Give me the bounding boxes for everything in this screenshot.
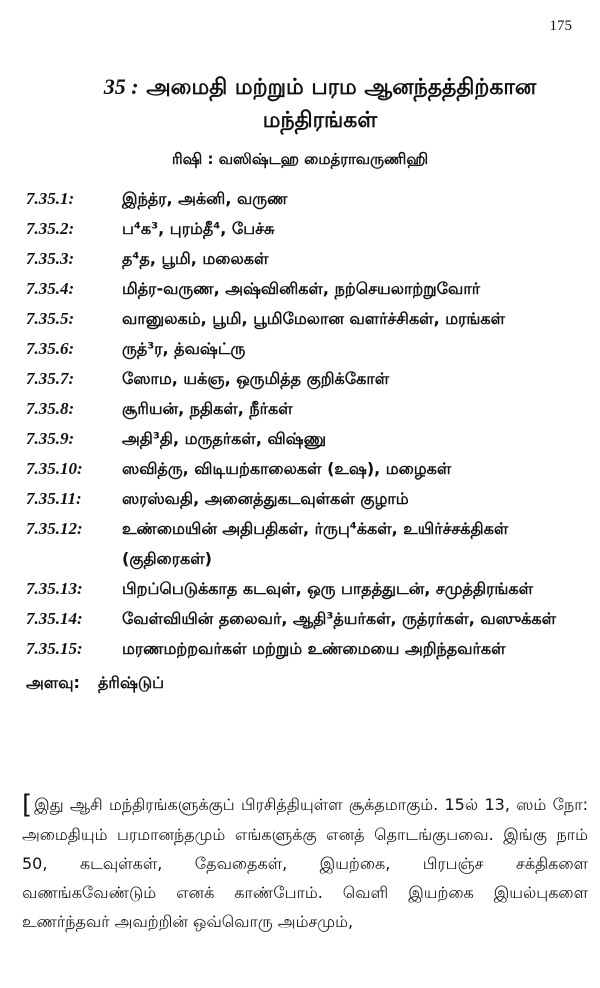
verse-row [26,394,586,424]
verse-reference: 7.35.15: [26,639,83,658]
verse-row [26,244,586,274]
verse-reference: 7.35.9: [26,429,75,448]
verse-reference: 7.35.8: [26,399,75,418]
verse-row [26,484,586,514]
verse-reference: 7.35.1: [26,189,75,208]
verse-row [26,604,586,634]
verse-reference: 7.35.7: [26,369,75,388]
verse-deities: த⁴த, பூமி, மலைகள் [122,249,269,268]
verse-reference: 7.35.2: [26,219,75,238]
verse-list [26,184,586,698]
verse-deities: உண்மையின் அதிபதிகள், ர்ருபு⁴க்கள், உயிர்ச்சக்திகள் (குதிரைகள்) [122,519,509,568]
meter-label: அளவு: [26,673,80,692]
verse-row [26,454,586,484]
commentary-open-bracket: [ [22,790,33,820]
verse-reference: 7.35.11: [26,489,82,508]
chapter-title [40,70,600,105]
verse-deities: சூரியன், நதிகள், நீர்கள் [122,399,293,418]
verse-deities: ஸவித்ரு, விடியற்காலைகள் (உஷ), மழைகள் [122,459,452,478]
verse-reference: 7.35.6: [26,339,75,358]
verse-deities: மரணமற்றவர்கள் மற்றும் உண்மையை அறிந்தவர்கள் [122,639,506,658]
verse-row [26,424,586,454]
chapter-title-continued [40,104,600,138]
meter-value: த்ரிஷ்டுப் [98,673,165,692]
verse-row [26,634,586,664]
verse-row [26,214,586,244]
verse-row [26,514,586,574]
verse-deities: ருத்³ர, த்வஷ்ட்ரு [122,339,246,358]
chapter-title-line1: அமைதி மற்றும் பரம ஆனந்தத்திற்கான [146,75,537,100]
page-number: 175 [549,18,572,34]
verse-row [26,304,586,334]
commentary [22,790,588,936]
verse-deities: அதி³தி, மருதர்கள், விஷ்ணு [122,429,327,448]
rishi-line: ரிஷி : வஸிஷ்டஹ மைத்ராவருணிஹி [171,150,429,168]
verse-row [26,334,586,364]
verse-reference: 7.35.14: [26,609,83,628]
verse-deities: ஸரஸ்வதி, அனைத்துகடவுள்கள் குழாம் [122,489,409,508]
commentary-text: இது ஆசி மந்திரங்களுக்குப் பிரசித்தியுள்ள சூக்தமாகும். 15ல் 13, ஸம் நோ: அமைதியும் பரமானந்தமும் எங்களுக்கு எனத் தொடங்குபவை. இங்கு நாம் 50, கடவுள்கள், தேவதைகள், இயற்கை, பிரபஞ்ச சக்திகளை வணங்கவேண்டும் எனக் காண்போம். வெளி இயற்கை இயல்புகளை உணர்ந்தவர் அவற்றின் ஒவ்வொரு அம்சமும், [22,795,588,931]
meter-row [26,668,586,698]
verse-reference: 7.35.5: [26,309,75,328]
verse-reference: 7.35.10: [26,459,83,478]
verse-reference: 7.35.13: [26,579,83,598]
verse-deities: பிறப்பெடுக்காத கடவுள், ஒரு பாதத்துடன், சமுத்திரங்கள் [122,579,534,598]
chapter-title-line2: மந்திரங்கள் [262,108,378,133]
verse-reference: 7.35.12: [26,519,83,538]
verse-reference: 7.35.4: [26,279,75,298]
verse-row [26,274,586,304]
verse-reference: 7.35.3: [26,249,75,268]
verse-deities: வானுலகம், பூமி, பூமிமேலான வளர்ச்சிகள், மரங்கள் [122,309,506,328]
verse-deities: ப⁴க³, புரம்தீ⁴, பேச்சு [122,219,275,238]
verse-deities: மித்ர-வருண, அஷ்வினிகள், நற்செயலாற்றுவோர் [122,279,481,298]
verse-deities: வேள்வியின் தலைவர், ஆதி³த்யர்கள், ருத்ரர்கள், வஸுக்கள் [122,609,557,628]
chapter-number: 35 : [103,74,139,99]
verse-row [26,364,586,394]
verse-deities: இந்த்ர, அக்னி, வருண [122,189,288,208]
verse-row [26,574,586,604]
verse-row [26,184,586,214]
verse-deities: ஸோம, யக்ஞ, ஒருமித்த குறிக்கோள் [122,369,390,388]
